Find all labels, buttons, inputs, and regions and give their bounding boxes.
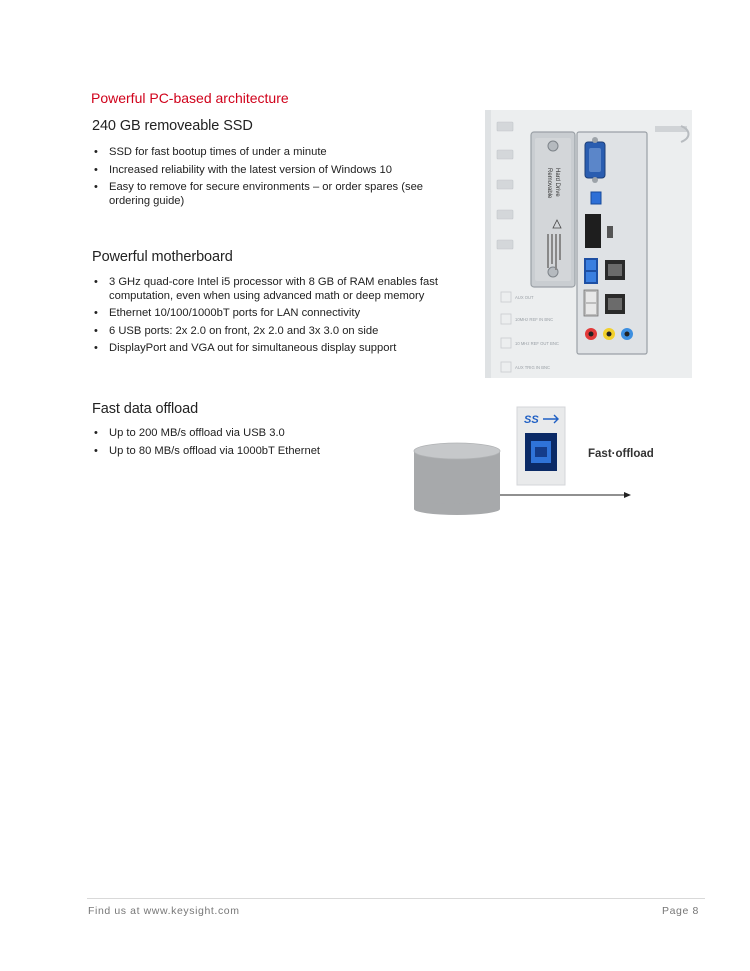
list-item: • Up to 80 MB/s offload via 1000bT Ethernet xyxy=(92,445,392,459)
fast-offload-label: Fast·offload xyxy=(588,448,654,460)
motherboard-heading: Powerful motherboard xyxy=(92,249,233,265)
footer-divider xyxy=(87,898,705,899)
io-panel-photo xyxy=(485,110,692,378)
fast-offload-diagram xyxy=(410,405,660,515)
aux-trig-label: AUX TRIG IN BNC xyxy=(515,365,551,370)
footer-website-link[interactable]: Find us at www.keysight.com xyxy=(88,905,240,917)
usb-ss-logo: SS xyxy=(524,414,539,426)
drive-label: Removable xyxy=(546,168,552,199)
list-item: • 6 USB ports: 2x 2.0 on front, 2x 2.0 and 3x 3.0 on side xyxy=(92,325,477,339)
ssd-heading: 240 GB removeable SSD xyxy=(92,118,253,134)
list-item: • Ethernet 10/100/1000bT ports for LAN connectivity xyxy=(92,307,477,321)
drive-label: Hard Drive xyxy=(554,168,560,197)
list-item: • SSD for fast bootup times of under a minute xyxy=(92,146,462,160)
aux-out-label: AUX OUT xyxy=(515,295,534,300)
list-item: • 3 GHz quad-core Intel i5 processor with 8 GB of RAM enables fast computation, even when using advanced math or deep memory xyxy=(92,276,477,303)
motherboard-bullet-list xyxy=(92,276,477,360)
list-item: • Up to 200 MB/s offload via USB 3.0 xyxy=(92,427,392,441)
database-icon xyxy=(414,451,500,509)
ssd-bullet-list xyxy=(92,146,462,212)
list-item: • Increased reliability with the latest version of Windows 10 xyxy=(92,164,462,178)
ref-out-label: 10 MHz REF OUT BNC xyxy=(515,341,559,346)
list-item: • DisplayPort and VGA out for simultaneous display support xyxy=(92,342,477,356)
list-item: • Easy to remove for secure environments – or order spares (see ordering guide) xyxy=(92,181,462,208)
arrow-icon xyxy=(624,492,631,498)
page-number: Page 8 xyxy=(662,905,699,917)
ref-in-label: 10MHz REF IN BNC xyxy=(515,317,554,322)
section-title: Powerful PC-based architecture xyxy=(91,90,289,106)
offload-bullet-list xyxy=(92,427,392,462)
offload-heading: Fast data offload xyxy=(92,401,199,417)
